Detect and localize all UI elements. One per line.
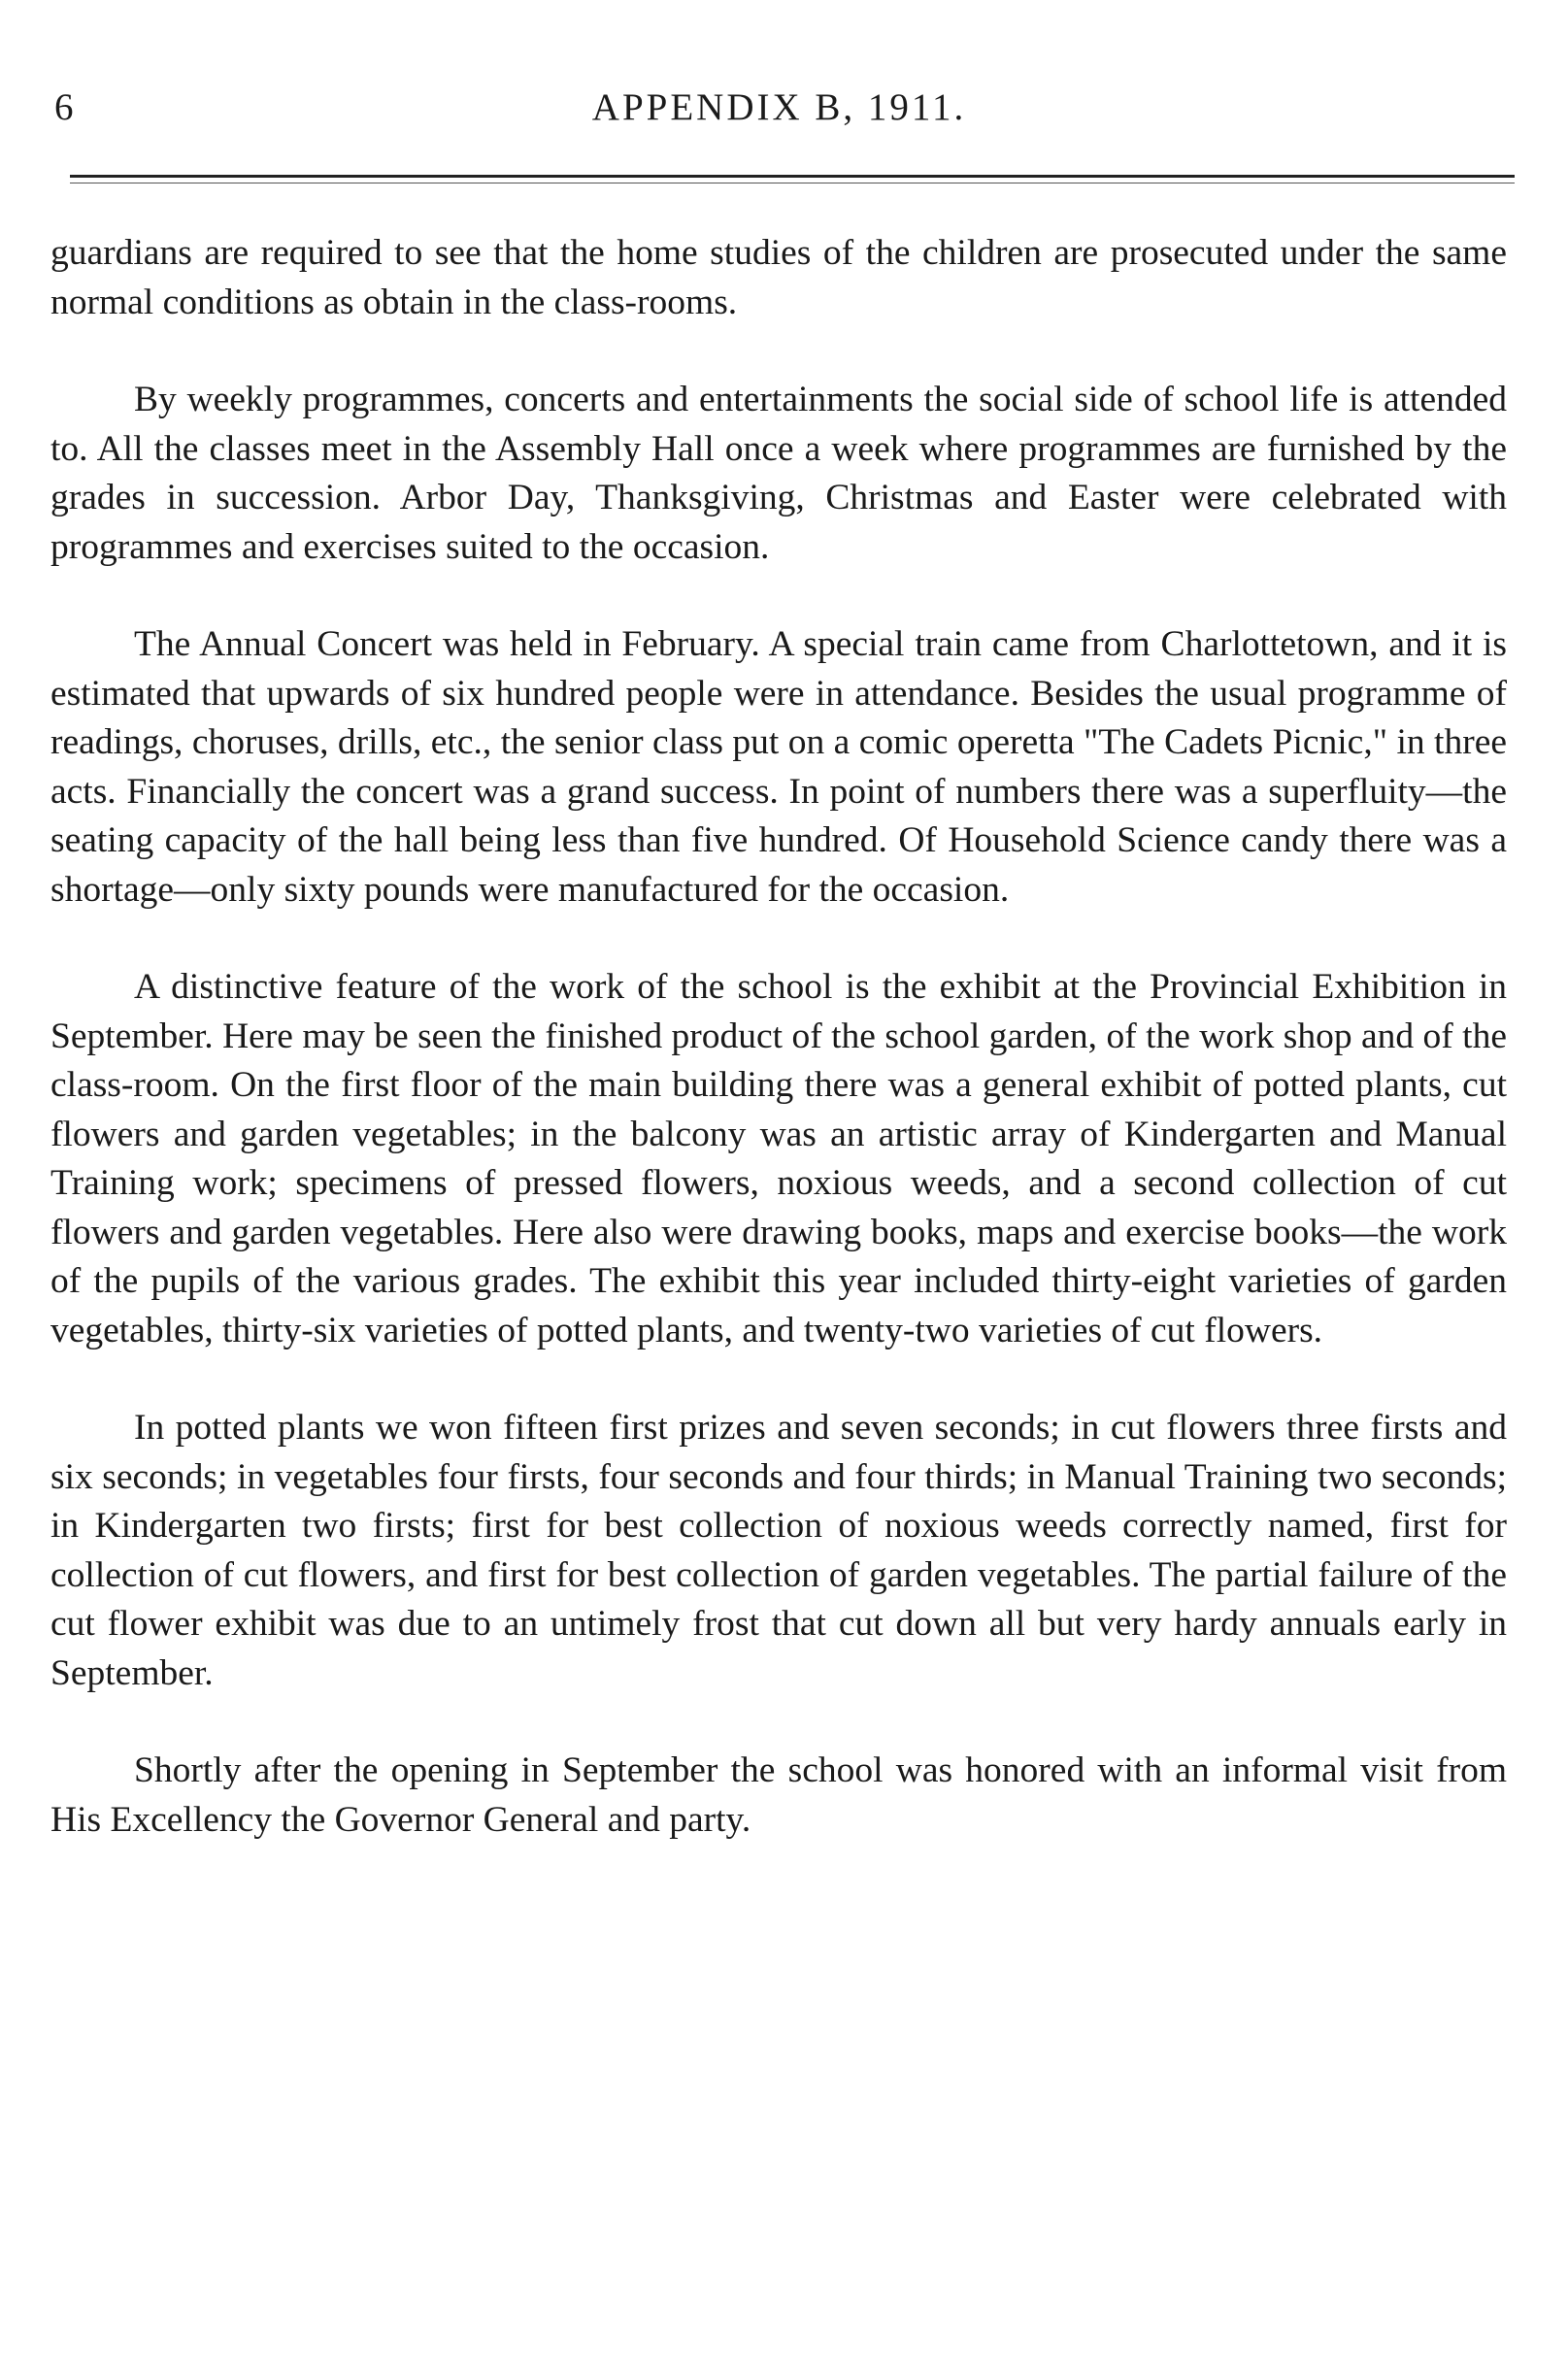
paragraph-visit: Shortly after the opening in September the school was honored with an informal visit from His Excellency the Governor General and party. bbox=[50, 1750, 1507, 1840]
paragraph-annual-concert: The Annual Concert was held in February. A special train came from Charlottetown, and it is estimated that upwards of six hundred people were in attendance. Besides the usual programme of readings, choruses, drills, etc., the senior class put on a comic operetta "The Cadets Picnic," in three acts. Financially the concert was a grand success. In point of numbers there was a superfluity—the seating capacity of the hall being less than five hundred. Of Household Science candy there was a shortage—only sixty pounds were manufactured for the occasion. bbox=[50, 624, 1507, 910]
paragraph-exhibit: A distinctive feature of the work of the school is the exhibit at the Provincial Exhibition in September. Here may be seen the finished product of the school garden, of the work shop and of the class-room. On the first floor of the main building there was a general exhibit of potted plants, cut flowers and garden vegetables; in the balcony was an artistic array of Kindergarten and Manual Training work; specimens of pressed flowers, noxious weeds, and a second collection of cut flowers and garden vegetables. Here also were drawing books, maps and exercise books—the work of the pupils of the various grades. The exhibit this year included thirty-eight varieties of garden vegetables, thirty-six varieties of potted plants, and twenty-two varieties of cut flowers. bbox=[50, 967, 1507, 1350]
paragraph-social-side: By weekly programmes, concerts and entertainments the social side of school life is attended to. All the classes meet in the Assembly Hall once a week where programmes are furnished by the grades in succession. Arbor Day, Thanksgiving, Christmas and Easter were celebrated with programmes and exercises suited to the occasion. bbox=[50, 380, 1507, 567]
paragraph-continued: guardians are required to see that the home studies of the children are prosecuted under the same normal conditions as obtain in the class-rooms. bbox=[50, 233, 1507, 322]
paragraph-prizes: In potted plants we won fifteen first prizes and seven seconds; in cut flowers three firsts and six seconds; in vegetables four firsts, four seconds and four thirds; in Manual Training two seconds; in Kindergarten two firsts; first for best collection of noxious weeds correctly named, first for collection of cut flowers, and first for best collection of garden vegetables. The partial failure of the cut flower exhibit was due to an untimely frost that cut down all but very hardy annuals early in September. bbox=[50, 1408, 1507, 1693]
page-number: 6 bbox=[54, 86, 75, 128]
header-rule bbox=[70, 175, 1515, 178]
running-head: APPENDIX B, 1911. bbox=[591, 86, 967, 128]
body-text bbox=[50, 229, 1507, 1893]
page-header bbox=[49, 85, 1510, 144]
